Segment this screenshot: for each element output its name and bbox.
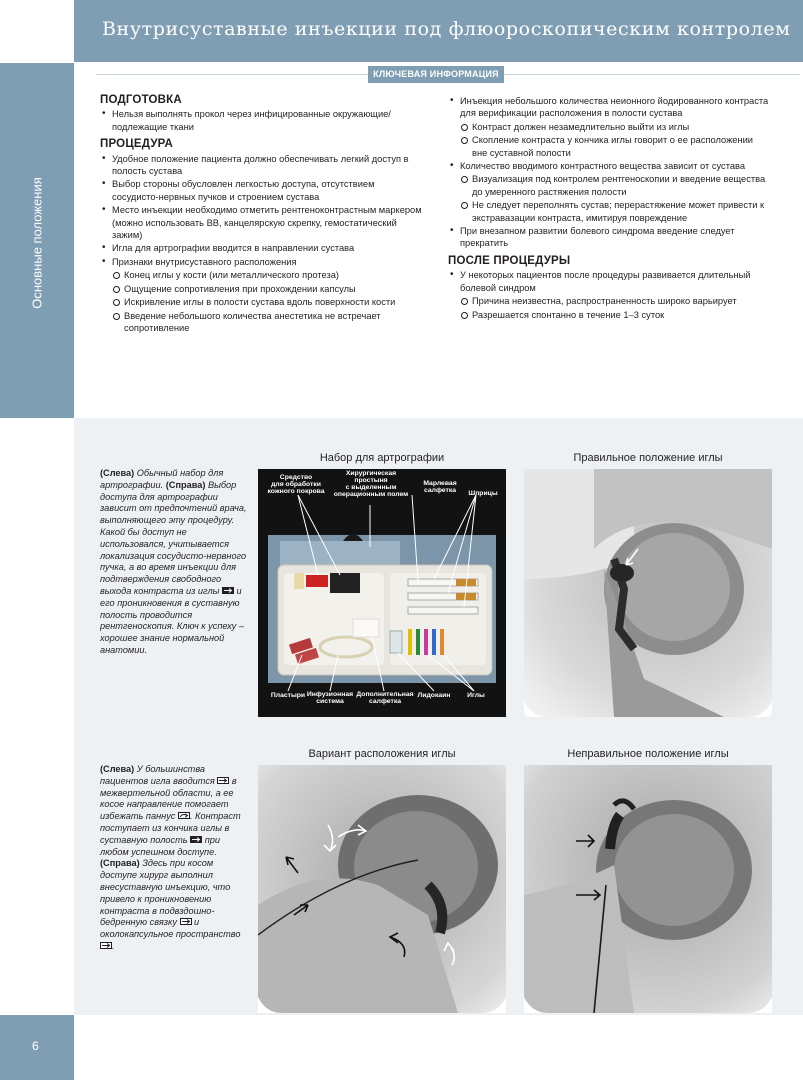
list-item: • Игла для артрографии вводится в направлении сустава — [100, 242, 422, 254]
page-number: 6 — [32, 1039, 39, 1053]
fluoroscopy-variant-image — [258, 765, 506, 1013]
section-heading-procedure: ПРОЦЕДУРА — [100, 138, 174, 151]
page-title: Внутрисуставные инъекции под флюороскопическим контролем — [102, 18, 791, 40]
sub-list-item: Введение небольшого количества анестетика не встречает сопротивление — [100, 310, 422, 335]
kit-label-infusion: Инфузионная система — [306, 691, 354, 705]
solid-arrow-icon — [190, 836, 202, 843]
prep-list — [100, 108, 422, 133]
list-item: • Удобное положение пациента должно обеспечивать легкий доступ в полость сустава — [100, 153, 422, 178]
footer — [74, 1015, 803, 1080]
figure-title-variant: Вариант расположения иглы — [308, 748, 456, 760]
caption-text: в межвертельной области, а ее косое направление помогает избежать паннус — [100, 775, 237, 822]
list-item: • При внезапном развитии болевого синдрома введение следует прекратить — [448, 225, 770, 250]
sub-list-item: Искривление иглы в полости сустава вдоль поверхности кости — [100, 296, 422, 308]
after-list — [448, 269, 770, 321]
kit-label-drape: Хирургическая простыня с выделенным операционным полем — [333, 470, 409, 498]
sub-list-item: Ощущение сопротивления при прохождении капсулы — [100, 283, 422, 295]
sub-list-item: Контраст должен незамедлительно выйти из иглы — [448, 121, 770, 133]
section-heading-after: ПОСЛЕ ПРОЦЕДУРЫ — [448, 254, 571, 267]
caption-text: . — [112, 940, 115, 951]
caption-label-right: (Справа) — [100, 858, 140, 869]
caption-bottom — [100, 764, 250, 953]
curved-arrow-icon — [178, 812, 190, 819]
key-info-badge: КЛЮЧЕВАЯ ИНФОРМАЦИЯ — [368, 66, 504, 83]
right-column — [448, 95, 770, 322]
sub-list-item: Не следует переполнять сустав; перерастяжение может привести к экстравазации контраста, имитируя повреждение — [448, 199, 770, 224]
list-item: • Инъекция небольшого количества неионного йодированного контраста для верификации расположения в полости сустава — [448, 95, 770, 120]
procedure-list-continued — [448, 95, 770, 250]
side-tab-label: Основные положения — [29, 177, 45, 309]
list-item: • Количество вводимого контрастного вещества зависит от сустава — [448, 160, 770, 172]
caption-label-right: (Справа) — [165, 479, 206, 490]
side-tab — [0, 63, 74, 418]
list-item: • Место инъекции необходимо отметить рентгеноконтрастным маркером (можно использовать ВВ, канцелярскую скрепку, гемостатический зажим) — [100, 204, 422, 241]
caption-text: при любом успешном доступе. — [100, 834, 220, 857]
caption-text: У большинства пациентов игла вводится — [100, 764, 218, 786]
kit-label-extra: Дополнительная салфетка — [356, 691, 414, 705]
open-arrow-icon — [100, 942, 112, 949]
caption-text: Здесь при косом доступе хирург выполнил внесуставную инъекцию, что привело к проникновению контраста в подвздошно-бедренную связку — [100, 858, 231, 928]
figure-title-incorrect: Неправильное положение иглы — [567, 748, 729, 760]
caption-label-left: (Слева) — [100, 468, 135, 478]
kit-label-plasters: Пластыри — [270, 692, 306, 699]
fluoroscopy-correct-image — [524, 469, 772, 717]
sub-list-item: Причина неизвестна, распространенность широко варьирует — [448, 295, 770, 307]
section-heading-prep: ПОДГОТОВКА — [100, 94, 182, 106]
caption-text: и околокапсульное пространство — [100, 917, 241, 940]
sub-list-item: Скопление контраста у кончика иглы говорит о ее расположении вне суставной полости — [448, 134, 770, 159]
header-bar — [74, 0, 803, 62]
list-item: • Выбор стороны обусловлен легкостью доступа, отсутствием сосудисто-нервных пучков и строением сустава — [100, 178, 422, 203]
kit-label-lidocaine: Лидокаин — [417, 692, 451, 699]
figure-title-correct: Правильное положение иглы — [573, 452, 723, 464]
kit-label-syringes: Шприцы — [468, 490, 498, 497]
left-column — [100, 94, 422, 335]
kit-label-skin: Средство для обработки кожного покрова — [267, 474, 325, 495]
kit-label-gauze: Марлевая салфетка — [423, 480, 457, 494]
caption-text: Выбор доступа для артрографии зависит от предпочтений врача, выполняющего эту процедуру. Какой бы доступ не использовался, учитывается локализация сосудисто-нервного пучка, а во время инъекции для подтверждения свободного выхода контраста из иглы — [100, 479, 247, 596]
sub-list-item: Конец иглы у кости (или металлического протеза) — [100, 269, 422, 281]
sub-list-item: Разрешается спонтанно в течение 1–3 суток — [448, 309, 770, 321]
caption-label-left: (Слева) — [100, 764, 135, 774]
caption-text: Обычный набор для артрографии. — [100, 468, 224, 490]
figure-title-kit: Набор для артрографии — [319, 452, 445, 464]
fluoroscopy-incorrect-image — [524, 765, 772, 1013]
open-arrow-icon — [180, 918, 192, 925]
list-item: • У некоторых пациентов после процедуры развивается длительный болевой синдром — [448, 269, 770, 294]
arthrography-kit-photo — [258, 469, 506, 717]
caption-text: . Контраст поступает из кончика иглы в суставную полость — [100, 811, 241, 845]
solid-arrow-icon — [222, 587, 234, 594]
caption-top — [100, 468, 250, 657]
caption-text: и его проникновения в суставную полость проводится рентгеноскопия. Ключ к успеху – хорошее знание нормальной анатомии. — [100, 585, 244, 655]
kit-label-needles: Иглы — [467, 692, 485, 699]
procedure-list — [100, 153, 422, 335]
open-arrow-icon — [217, 777, 229, 784]
sub-list-item: Визуализация под контролем рентгеноскопии и введение вещества до умеренного растяжения полости — [448, 173, 770, 198]
list-item: • Признаки внутрисуставного расположения — [100, 256, 422, 268]
list-item: • Нельзя выполнять прокол через инфицированные окружающие/подлежащие ткани — [100, 108, 422, 133]
